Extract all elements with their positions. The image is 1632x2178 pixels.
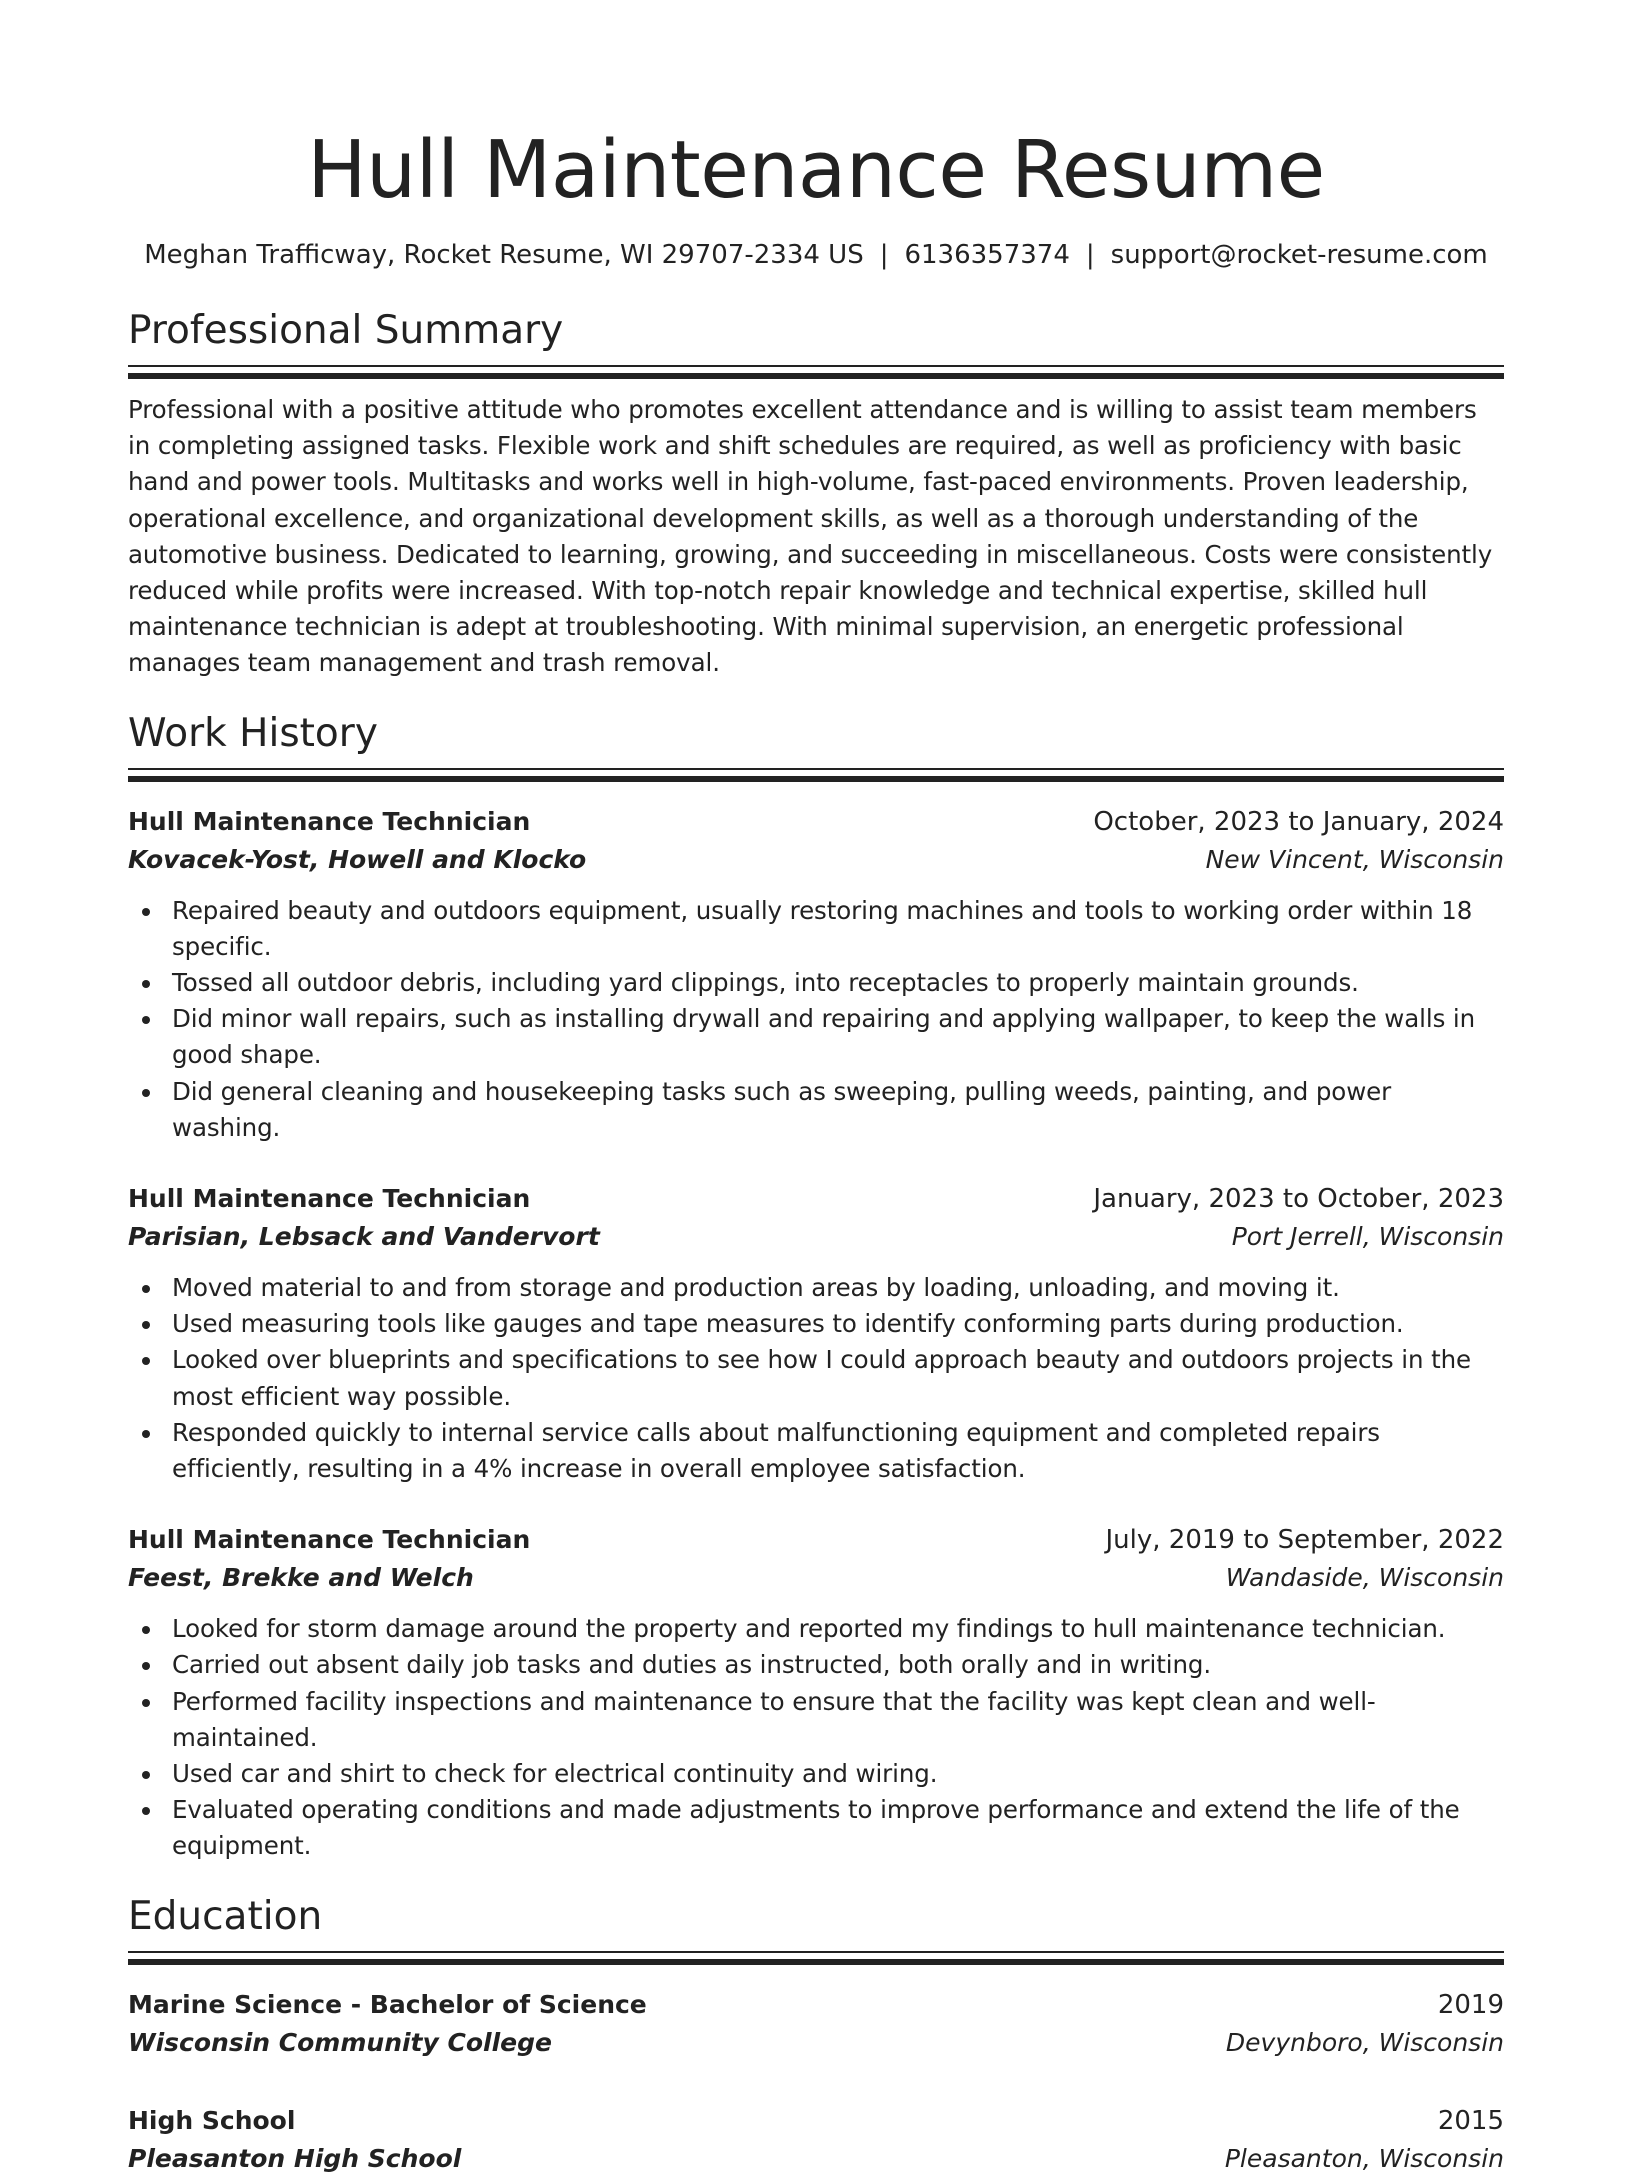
list-item: Tossed all outdoor debris, including yard clippings, into receptacles to properly maintain grounds. bbox=[172, 965, 1504, 1001]
job-header bbox=[128, 1521, 1504, 1559]
section-divider bbox=[128, 365, 1504, 378]
list-item: Did general cleaning and housekeeping tasks such as sweeping, pulling weeds, painting, and power washing. bbox=[172, 1074, 1504, 1146]
job-subheader bbox=[128, 1559, 1504, 1597]
education-location: Devynboro, Wisconsin bbox=[1225, 2027, 1504, 2057]
work-history-section bbox=[128, 710, 1504, 1865]
section-divider bbox=[128, 1951, 1504, 1964]
list-item: Looked for storm damage around the property and reported my findings to hull maintenance technician. bbox=[172, 1611, 1504, 1647]
section-divider bbox=[128, 768, 1504, 781]
education-school: Pleasanton High School bbox=[128, 2143, 462, 2173]
job-dates: January, 2023 to October, 2023 bbox=[1093, 1184, 1504, 1215]
list-item: Used measuring tools like gauges and tape measures to identify conforming parts during production. bbox=[172, 1306, 1504, 1342]
job-location: Wandaside, Wisconsin bbox=[1225, 1563, 1504, 1593]
job-subheader bbox=[128, 1218, 1504, 1256]
resume-title: Hull Maintenance Resume bbox=[307, 124, 1325, 216]
education-school: Wisconsin Community College bbox=[128, 2027, 552, 2057]
education-location: Pleasanton, Wisconsin bbox=[1224, 2143, 1504, 2173]
education-subheader bbox=[128, 2024, 1504, 2062]
education-entry bbox=[128, 2102, 1504, 2178]
job-bullets bbox=[128, 1270, 1504, 1487]
work-history-heading: Work History bbox=[128, 710, 378, 756]
education-section bbox=[128, 1893, 1504, 2178]
contact-email: support@rocket-resume.com bbox=[1110, 240, 1488, 270]
job-company: Parisian, Lebsack and Vandervort bbox=[128, 1222, 600, 1252]
job-role: Hull Maintenance Technician bbox=[128, 1184, 531, 1214]
job-entry bbox=[128, 803, 1504, 1146]
education-year: 2019 bbox=[1437, 1989, 1504, 2020]
education-subheader bbox=[128, 2140, 1504, 2178]
job-location: Port Jerrell, Wisconsin bbox=[1231, 1222, 1504, 1252]
job-bullets bbox=[128, 1611, 1504, 1864]
education-year: 2015 bbox=[1437, 2105, 1504, 2136]
job-location: New Vincent, Wisconsin bbox=[1205, 844, 1504, 874]
education-header bbox=[128, 2102, 1504, 2140]
education-degree: High School bbox=[128, 2105, 296, 2135]
list-item: Performed facility inspections and maintenance to ensure that the facility was kept clean and well-maintained. bbox=[172, 1684, 1504, 1756]
job-header bbox=[128, 803, 1504, 841]
list-item: Carried out absent daily job tasks and duties as instructed, both orally and in writing. bbox=[172, 1647, 1504, 1683]
job-bullets bbox=[128, 893, 1504, 1146]
job-company: Feest, Brekke and Welch bbox=[128, 1563, 474, 1593]
list-item: Moved material to and from storage and production areas by loading, unloading, and moving it. bbox=[172, 1270, 1504, 1306]
list-item: Did minor wall repairs, such as installing drywall and repairing and applying wallpaper, to keep the walls in good shape. bbox=[172, 1001, 1504, 1073]
job-role: Hull Maintenance Technician bbox=[128, 806, 531, 836]
contact-separator: | bbox=[879, 240, 889, 270]
contact-separator: | bbox=[1085, 240, 1095, 270]
education-entry bbox=[128, 1986, 1504, 2062]
list-item: Looked over blueprints and specifications to see how I could approach beauty and outdoors projects in the most efficient way possible. bbox=[172, 1342, 1504, 1414]
summary-heading: Professional Summary bbox=[128, 308, 564, 353]
job-role: Hull Maintenance Technician bbox=[128, 1525, 531, 1555]
education-header bbox=[128, 1986, 1504, 2024]
list-item: Used car and shirt to check for electrical continuity and wiring. bbox=[172, 1756, 1504, 1792]
education-degree: Marine Science - Bachelor of Science bbox=[128, 1989, 647, 2019]
list-item: Repaired beauty and outdoors equipment, usually restoring machines and tools to working order within 18 specific. bbox=[172, 893, 1504, 965]
contact-line bbox=[128, 237, 1504, 273]
summary-text: Professional with a positive attitude who promotes excellent attendance and is willing to assist team members in completing assigned tasks. Flexible work and shift schedules are required, as well as proficiency with basic hand and power tools. Multitasks and works well in high-volume, fast-paced environments. Proven leadership, operational excellence, and organizational development skills, as well as a thorough understanding of the automotive business. Dedicated to learning, growing, and succeeding in miscellaneous. Costs were consistently reduced while profits were increased. With top-notch repair knowledge and technical expertise, skilled hull maintenance technician is adept at troubleshooting. With minimal supervision, an energetic professional manages team management and trash removal. bbox=[128, 395, 1493, 678]
job-company: Kovacek-Yost, Howell and Klocko bbox=[128, 844, 587, 874]
summary-section bbox=[128, 307, 1504, 682]
job-header bbox=[128, 1180, 1504, 1218]
job-dates: October, 2023 to January, 2024 bbox=[1093, 806, 1504, 837]
job-entry bbox=[128, 1180, 1504, 1487]
contact-phone: 6136357374 bbox=[904, 240, 1070, 270]
job-subheader bbox=[128, 841, 1504, 879]
list-item: Responded quickly to internal service calls about malfunctioning equipment and completed repairs efficiently, resulting in a 4% increase in overall employee satisfaction. bbox=[172, 1415, 1504, 1487]
job-dates: July, 2019 to September, 2022 bbox=[1105, 1525, 1504, 1556]
education-heading: Education bbox=[128, 1893, 323, 1939]
job-entry bbox=[128, 1521, 1504, 1864]
list-item: Evaluated operating conditions and made adjustments to improve performance and extend the life of the equipment. bbox=[172, 1792, 1504, 1864]
contact-address: Meghan Trafficway, Rocket Resume, WI 29707-2334 US bbox=[144, 240, 864, 270]
